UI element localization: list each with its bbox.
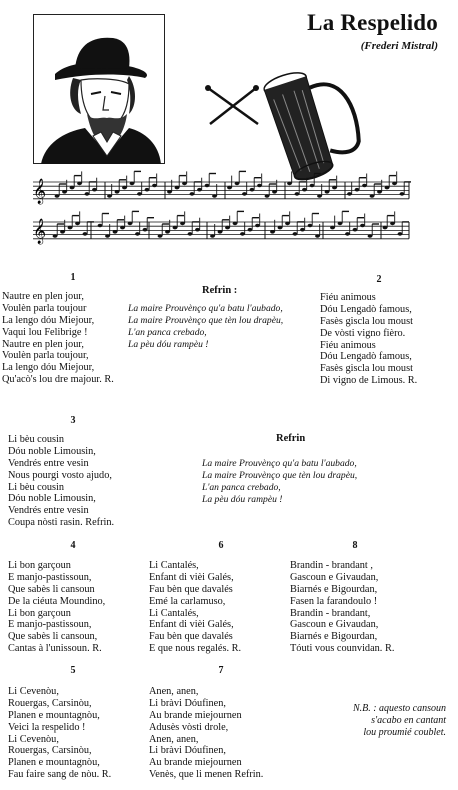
verse-line: Planen e mountagnòu, (8, 709, 100, 721)
verse-line: Coupa nòsti rasin. Refrin. (8, 517, 115, 529)
verse-line: Au brande miejournen (149, 757, 242, 769)
verse-line: Dóu noble Limousin, (8, 493, 96, 505)
note-head (310, 184, 315, 188)
note-head (53, 234, 58, 238)
note-head (368, 234, 373, 238)
note-head (158, 234, 163, 238)
verse-line: Anen, anen, (149, 686, 199, 697)
verse-line: Cantas à l'unissoun. R. (8, 643, 102, 655)
note-head (77, 182, 82, 186)
note-head (270, 230, 275, 234)
refrain-heading: Refrin : (202, 285, 238, 296)
verse-number: 4 (70, 540, 76, 551)
verse-line: De vòsti vigno fièro. (320, 327, 406, 339)
verse-line: Li bon garçoun (8, 607, 71, 619)
verse-line: Dóu Lengadò famous, (320, 351, 412, 363)
note-head (360, 224, 365, 228)
verse-line: Fau bèn que davalés (149, 631, 233, 643)
verse-line: Enfant di vièi Galés, (149, 619, 234, 631)
note-head (128, 222, 133, 226)
verse-line: Au brande miejournen (149, 709, 242, 721)
verse-line: Li bèu cousin (8, 481, 65, 493)
song-title: La Respelido (307, 10, 438, 35)
refrain-line: L'an panca crebado, (202, 481, 281, 493)
note-head (130, 182, 135, 186)
note-head (137, 192, 142, 196)
footnote-line: s'acabo en cantant (371, 715, 446, 726)
note-head (165, 230, 170, 234)
verse-line: Adusès vòsti drole, (149, 721, 229, 733)
verse-line: Tóuti vous counvidan. R. (290, 643, 395, 655)
note-head (325, 190, 330, 194)
verse-line: Voulèn parla toujour, (2, 350, 89, 362)
note-head (257, 184, 262, 188)
verse-line: Li bràvi Dóufinen, (149, 745, 226, 757)
verse-line: Di vigno de Limous. R. (320, 375, 418, 387)
note-head (235, 182, 240, 186)
note-head (255, 224, 260, 228)
note-head (85, 192, 90, 196)
verse-number: 5 (70, 665, 76, 676)
note-head (218, 230, 223, 234)
verse-line: Que sabès li cansoun (8, 583, 95, 595)
note-head (190, 192, 195, 196)
verse-line: Brandin - brandant , (290, 560, 373, 571)
verse-line: Li bràvi Dóufinen, (149, 697, 226, 709)
verse-line: Dóu noble Limousin, (8, 445, 96, 457)
note-head (265, 194, 270, 198)
verse-line: Nautre en plen jour, (2, 338, 84, 350)
verse-line: Vaqui lou Felibrige ! (2, 326, 88, 338)
note-head (330, 226, 335, 230)
refrain-line: L'an panca crebado, (128, 326, 207, 338)
note-head (152, 184, 157, 188)
note-head (250, 188, 255, 192)
verse-line: Li bon garçoun (8, 560, 71, 571)
note-head (233, 222, 238, 226)
song-author: (Frederi Mistral) (360, 40, 438, 52)
verse-number: 2 (376, 274, 382, 285)
note-head (400, 192, 405, 196)
verse-line: Fasès giscla lou moust (320, 363, 413, 375)
verse-line: Enfant di vièi Galés, (149, 571, 234, 583)
note-head (180, 222, 185, 226)
treble-clef-icon: 𝄞 (33, 179, 47, 204)
note-head (240, 232, 245, 236)
verse-line: Veici la respelido ! (8, 721, 86, 733)
verse-number: 1 (70, 272, 76, 283)
verse-line: Anen, anen, (149, 733, 199, 745)
verse-line: Li Cevenòu, (8, 686, 59, 697)
verse-line: Fasès giscla lou moust (320, 315, 413, 327)
refrain-heading: Refrin (276, 433, 306, 444)
note-head (242, 192, 247, 196)
note-head (225, 226, 230, 230)
verse-line: Dóu Lengadò famous, (320, 303, 412, 315)
refrain-line: La maire Prouvènço qu'a batu l'aubado, (202, 458, 357, 469)
note-head (205, 184, 210, 188)
note-head (347, 192, 352, 196)
refrain-1 (128, 303, 283, 351)
verse-number: 7 (218, 665, 224, 676)
verse-3 (8, 434, 114, 529)
verse-4 (8, 560, 105, 655)
verse-2 (320, 292, 417, 387)
note-head (353, 228, 358, 232)
note-head (175, 186, 180, 190)
note-head (355, 188, 360, 192)
footnote (353, 703, 446, 739)
note-head (70, 186, 75, 190)
note-head (370, 194, 375, 198)
verse-number: 8 (352, 540, 358, 551)
note-head (195, 228, 200, 232)
note-head (392, 182, 397, 186)
note-head (120, 226, 125, 230)
note-head (315, 234, 320, 238)
verse-1 (2, 291, 114, 386)
verse-line: Brandin - brandant, (290, 607, 371, 619)
note-head (345, 232, 350, 236)
verse-line: E que nous regalés. R. (149, 643, 242, 655)
note-head (197, 188, 202, 192)
note-head (173, 226, 178, 230)
verse-line: Li Cevenòu, (8, 733, 59, 745)
note-head (287, 182, 292, 186)
verse-line: Planen e mountagnòu, (8, 757, 100, 769)
note-head (293, 232, 298, 236)
note-head (383, 226, 388, 230)
verse-line: La lengo dóu Miejour, (2, 314, 95, 326)
note-head (377, 190, 382, 194)
refrain-line: La pèu dóu rampèu ! (128, 338, 209, 350)
verse-line: E manjo-pastissoun, (8, 619, 92, 631)
verse-line: Li Cantalés, (149, 607, 199, 619)
note-head (60, 230, 65, 234)
note-head (113, 230, 118, 234)
note-head (105, 234, 110, 238)
note-head (55, 194, 60, 198)
verse-line: Fiéu animous (320, 292, 376, 303)
verse-line: Fau faire sang de nòu. R. (8, 769, 112, 781)
verse-number: 6 (218, 540, 224, 551)
verse-line: Li Cantalés, (149, 560, 199, 571)
note-head (68, 226, 73, 230)
verse-8 (290, 560, 394, 655)
verse-line: Fiéu animous (320, 339, 376, 351)
note-head (143, 228, 148, 232)
note-head (167, 190, 172, 194)
portrait-illustration (33, 14, 165, 164)
refrain-line: La maire Prouvènço qu'a batu l'aubado, (128, 303, 283, 314)
note-head (83, 232, 88, 236)
note-head (295, 192, 300, 196)
note-head (212, 194, 217, 198)
verse-line: Vendrés entre vesin (8, 457, 89, 469)
note-head (75, 222, 80, 226)
note-head (398, 232, 403, 236)
note-head (300, 228, 305, 232)
refrain-2 (202, 458, 357, 506)
verse-7 (149, 686, 263, 781)
note-head (227, 186, 232, 190)
verse-line: Vendrés entre vesin (8, 505, 89, 517)
drumsticks-illustration (204, 84, 262, 128)
note-head (210, 234, 215, 238)
verse-line: Qu'acò's lou dre majour. R. (2, 374, 114, 386)
note-head (115, 190, 120, 194)
note-head (62, 190, 67, 194)
verse-line: Fau bèn que davalés (149, 583, 233, 595)
verse-line: Venès, que li menen Refrin. (149, 769, 264, 781)
verse-line: Emé la carlamuso, (149, 595, 226, 607)
verse-number: 3 (70, 415, 76, 426)
note-head (107, 194, 112, 198)
verse-6 (149, 560, 241, 655)
note-head (188, 232, 193, 236)
verse-line: Gascoun e Givaudan, (290, 571, 379, 583)
verse-line: Li bèu cousin (8, 434, 65, 445)
treble-clef-icon: 𝄞 (33, 219, 47, 244)
verse-line: Gascoun e Givaudan, (290, 619, 379, 631)
verse-line: Biarnés e Bigourdan, (290, 631, 378, 643)
verse-line: Biarnés e Bigourdan, (290, 583, 378, 595)
note-head (308, 224, 313, 228)
footnote-line: N.B. : aquesto cansoun (352, 703, 446, 714)
refrain-line: La maire Prouvènço que tèn lou drapèu, (128, 314, 284, 326)
note-head (285, 222, 290, 226)
verse-line: Fasen la farandoulo ! (290, 595, 378, 607)
note-head (302, 188, 307, 192)
note-head (122, 186, 127, 190)
verse-line: Nous pourgi vosto ajudo, (8, 469, 112, 481)
note-head (317, 194, 322, 198)
note-head (92, 188, 97, 192)
note-head (272, 190, 277, 194)
verse-line: E manjo-pastissoun, (8, 571, 92, 583)
refrain-line: La maire Prouvènço que tèn lou drapèu, (202, 469, 358, 481)
note-head (278, 226, 283, 230)
verse-line: Que sabès li cansoun, (8, 631, 98, 643)
footnote-line: lou proumié coublet. (363, 727, 446, 738)
note-head (338, 222, 343, 226)
verse-line: Nautre en plen jour, (2, 291, 84, 302)
note-head (182, 182, 187, 186)
refrain-line: La pèu dóu rampèu ! (202, 493, 283, 505)
note-head (145, 188, 150, 192)
note-head (385, 186, 390, 190)
note-head (135, 232, 140, 236)
verse-line: De la ciéuta Moundino, (8, 595, 106, 607)
note-head (390, 222, 395, 226)
note-head (332, 186, 337, 190)
note-head (362, 184, 367, 188)
verse-line: Rouergas, Carsinòu, (8, 745, 92, 757)
music-score (31, 160, 413, 252)
verse-line: La lengo dóu Miejour, (2, 362, 95, 374)
note-head (98, 224, 103, 228)
note-head (248, 228, 253, 232)
verse-5 (8, 686, 111, 781)
verse-line: Voulèn parla toujour (2, 302, 87, 314)
verse-line: Rouergas, Carsinòu, (8, 697, 92, 709)
